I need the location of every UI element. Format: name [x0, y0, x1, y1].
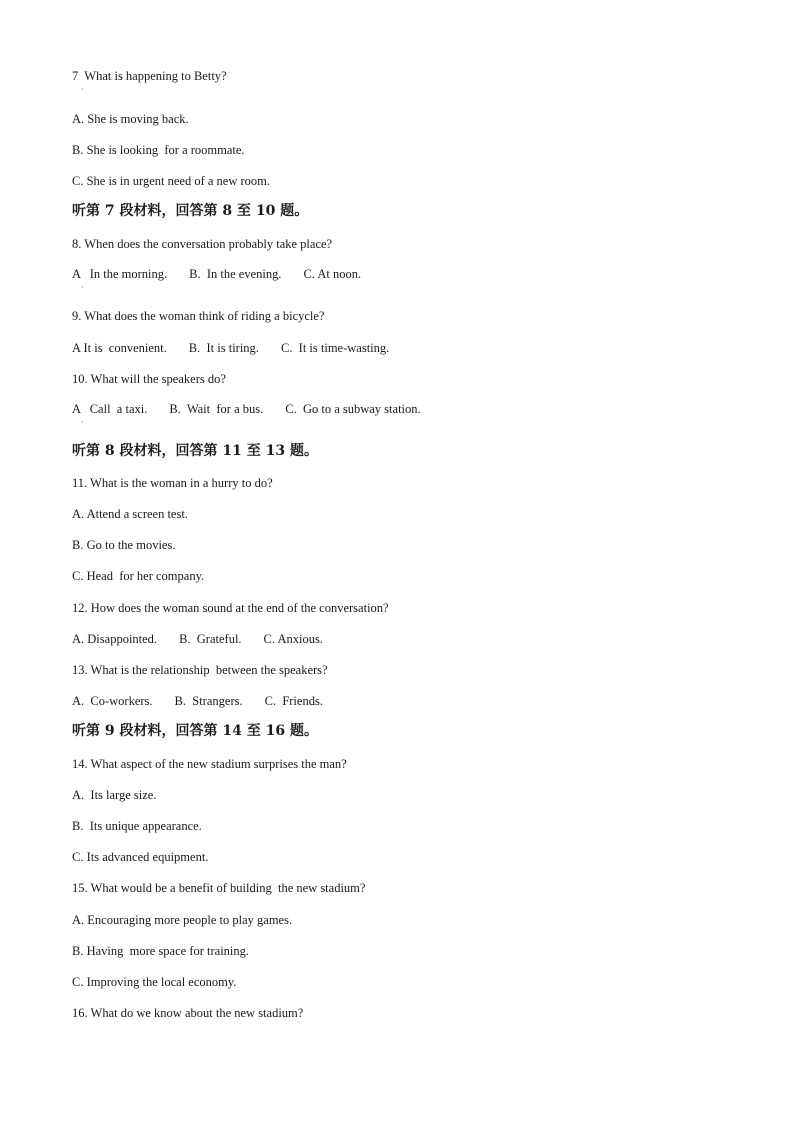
- q9-option-b: B. It is tiring.: [188, 341, 259, 355]
- section-heading-8: 听第 8 段材料，回答第 11 至 13 题。: [72, 443, 318, 459]
- q8-option-c: C. At noon.: [303, 267, 362, 281]
- q14-option-b: B. Its unique appearance.: [72, 819, 202, 833]
- q13-option-c: C. Friends.: [264, 694, 323, 708]
- q14-option-a: A. Its large size.: [72, 788, 157, 802]
- q15-option-a: A. Encouraging more people to play games.: [72, 913, 293, 927]
- q11-option-a: A. Attend a screen test.: [72, 507, 188, 521]
- q12-option-b: B. Grateful.: [179, 632, 242, 646]
- dot-mark: ·: [81, 418, 84, 427]
- q7-option-a: A. She is moving back.: [72, 112, 189, 126]
- q12-options: [72, 631, 323, 647]
- q15-option-c: C. Improving the local economy.: [72, 975, 237, 989]
- q10-options: [72, 401, 421, 417]
- q14-option-c: C. Its advanced equipment.: [72, 850, 209, 864]
- question-14: 14. What aspect of the new stadium surprises the man?: [72, 757, 347, 771]
- q8-option-b: B. In the evening.: [189, 267, 282, 281]
- dot-mark: ·: [81, 283, 84, 292]
- question-11: 11. What is the woman in a hurry to do?: [72, 476, 273, 490]
- section-heading-9: 听第 9 段材料，回答第 14 至 16 题。: [72, 723, 318, 739]
- section-heading-7: 听第 7 段材料，回答第 8 至 10 题。: [72, 203, 309, 219]
- question-15: 15. What would be a benefit of building the new stadium?: [72, 881, 366, 895]
- question-7: 7 What is happening to Betty?: [72, 69, 227, 83]
- q7-option-b: B. She is looking for a roommate.: [72, 143, 245, 157]
- q8-options: [72, 266, 361, 282]
- q9-option-c: C. It is time-wasting.: [280, 341, 390, 355]
- question-10: 10. What will the speakers do?: [72, 372, 226, 386]
- q13-options: [72, 693, 323, 709]
- q12-option-c: C. Anxious.: [263, 632, 323, 646]
- q11-option-b: B. Go to the movies.: [72, 538, 176, 552]
- q12-option-a: A. Disappointed.: [72, 632, 158, 646]
- q8-option-a: A In the morning.: [72, 267, 168, 281]
- q13-option-a: A. Co-workers.: [72, 694, 153, 708]
- q10-option-c: C. Go to a subway station.: [285, 402, 421, 416]
- question-8: 8. When does the conversation probably take place?: [72, 237, 333, 251]
- q10-option-a: A Call a taxi.: [72, 402, 148, 416]
- q11-option-c: C. Head for her company.: [72, 569, 205, 583]
- q9-option-a: A It is convenient.: [72, 341, 167, 355]
- question-13: 13. What is the relationship between the speakers?: [72, 663, 328, 677]
- q10-option-b: B. Wait for a bus.: [169, 402, 264, 416]
- q15-option-b: B. Having more space for training.: [72, 944, 250, 958]
- question-16: 16. What do we know about the new stadium?: [72, 1006, 304, 1020]
- dot-mark: ·: [81, 85, 84, 94]
- question-9: 9. What does the woman think of riding a bicycle?: [72, 309, 325, 323]
- question-12: 12. How does the woman sound at the end of the conversation?: [72, 601, 389, 615]
- q9-options: [72, 340, 389, 356]
- q13-option-b: B. Strangers.: [174, 694, 243, 708]
- q7-option-c: C. She is in urgent need of a new room.: [72, 174, 270, 188]
